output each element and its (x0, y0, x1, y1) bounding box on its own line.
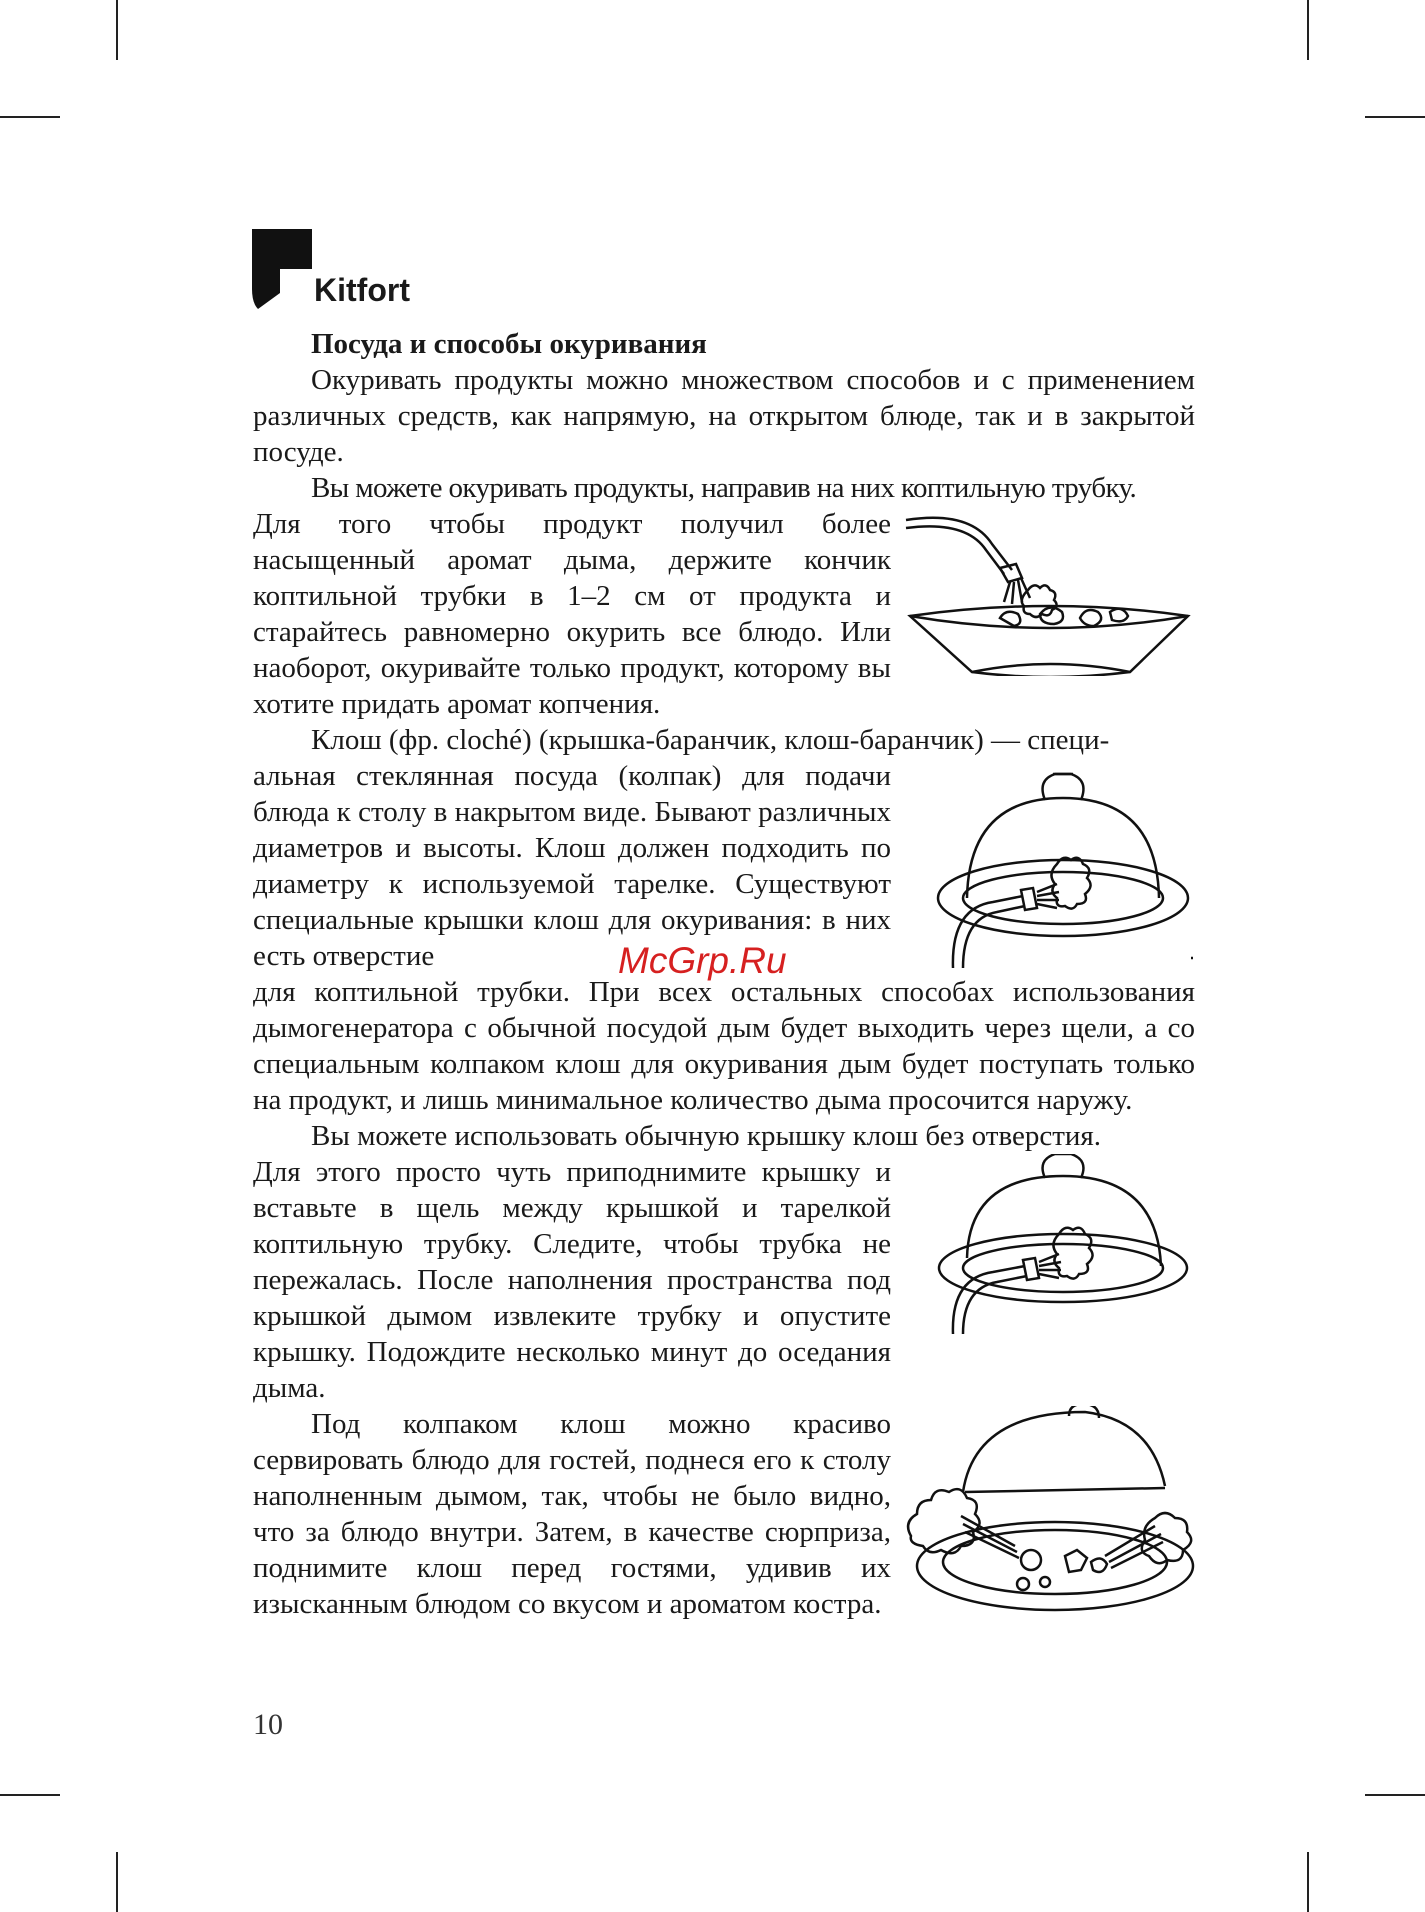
kitfort-logo-icon (252, 229, 312, 309)
crop-mark (0, 1794, 60, 1796)
paragraph: Окуривать продукты можно множеством способов и с применением различных средств, как напрямую, на открытом блюде, так и в закрытой посуде. (253, 364, 1195, 468)
crop-mark (116, 0, 118, 60)
paragraph: Под колпаком клош можно красиво сервировать блюдо для гостей, поднеся его к столу наполненным дымом, так, чтобы не было видно, что за блюдо внутри. Затем, в качестве сюрприза, поднимите клош перед гостями, удивив их изысканным блюдом со вкусом и ароматом костра. (253, 1408, 891, 1620)
crop-mark (0, 116, 60, 118)
paragraph: Вы можете использовать обычную крышку клош без отверстия. (311, 1120, 1101, 1152)
paragraph: Для того чтобы продукт получил более насыщенный аромат дыма, держите кончик коптильной трубки в 1–2 см от продукта и старайтесь равномерно окурить все блюдо. Или наоборот, окуривайте только продукт, которому вы хотите придать аромат копчения. (253, 508, 891, 720)
cloche-lifted-illustration (933, 1154, 1195, 1334)
crop-mark (1365, 1794, 1425, 1796)
paragraph: Клош (фр. cloché) (крышка-баранчик, клош-баранчик) — специ- (311, 724, 1110, 756)
section-title: Посуда и способы окуривания (311, 328, 707, 360)
cloche-with-port-illustration (933, 758, 1195, 968)
cloche-reveal-illustration (905, 1406, 1195, 1616)
brand-name: Kitfort (314, 272, 410, 308)
paragraph: для коптильной трубки. При всех остальных способах использования дымогенератора с обычной посудой дым будет выходить через щели, а со специальным колпаком клош для окуривания дым будет поступать только на продукт, и лишь минимальное количество дыма просочится наружу. (253, 976, 1195, 1116)
paragraph: Вы можете окуривать продукты, направив на них коптильную трубку. (311, 472, 1137, 504)
paragraph: Для этого просто чуть приподнимите крышку и вставьте в щель между крышкой и тарелкой коптильную трубку. Следите, чтобы трубка не пережалась. После наполнения пространства под крышкой дымом извлеките трубку и опустите крышку. Подождите несколько минут до оседания дыма. (253, 1156, 891, 1404)
crop-mark (1365, 116, 1425, 118)
page-number: 10 (253, 1708, 283, 1741)
brand-logo (252, 229, 410, 309)
text-with-illustration (253, 1406, 1195, 1622)
crop-mark (116, 1852, 118, 1912)
text-with-illustration (253, 506, 1195, 722)
paragraph: альная стеклянная посуда (колпак) для подачи блюда к столу в накрытом виде. Бывают различных диаметров и высоты. Клош должен подходить по диаметру к используемой тарелке. Существуют специальные крышки клош для окуривания: в них есть отверстие (253, 760, 891, 972)
crop-mark (1307, 1852, 1309, 1912)
crop-mark (1307, 0, 1309, 60)
bowl-smoking-illustration (900, 506, 1195, 676)
watermark: McGrp.Ru (618, 940, 787, 981)
text-with-illustration (253, 1154, 1195, 1406)
